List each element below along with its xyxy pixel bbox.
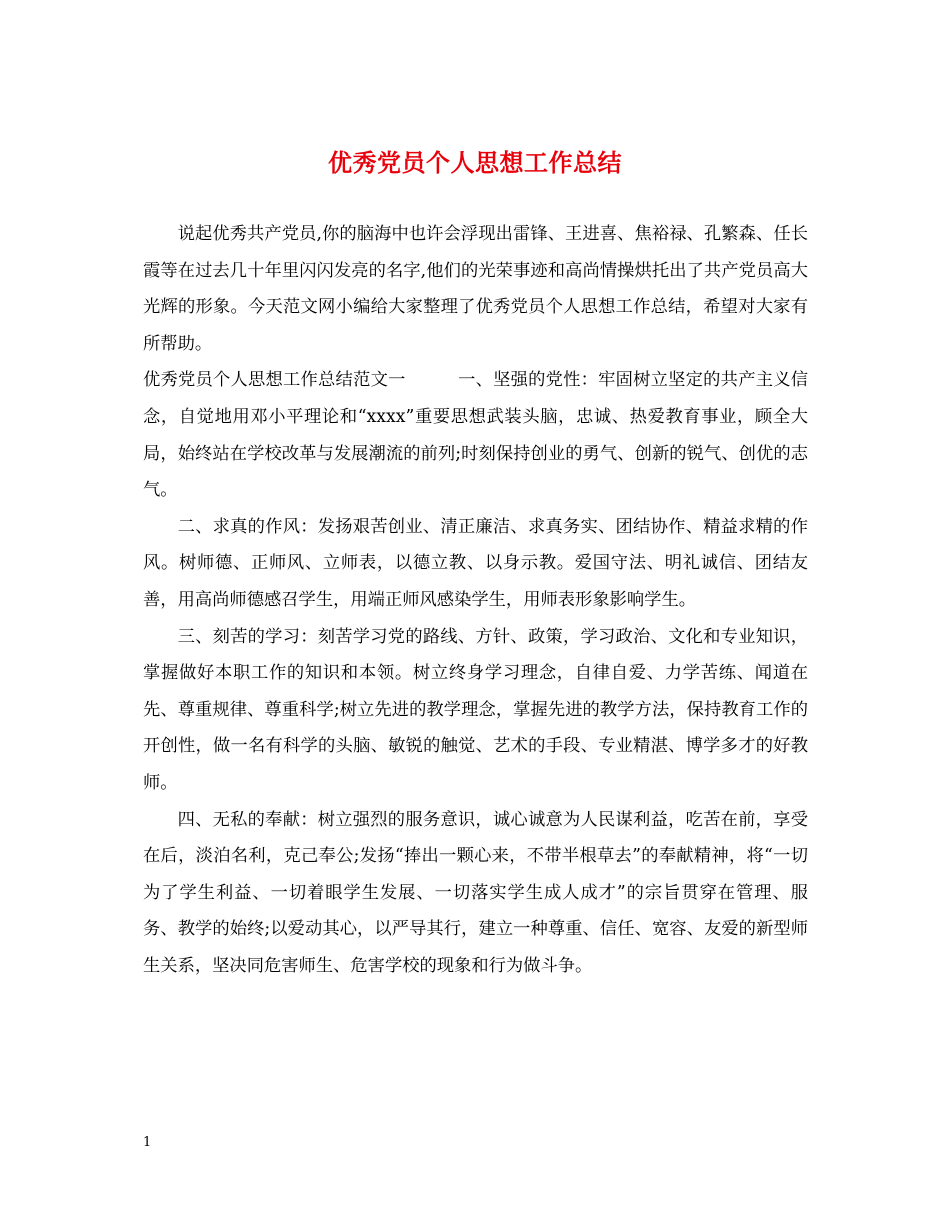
section-one-paragraph: 优秀党员个人思想工作总结范文一 一、坚强的党性：牢固树立坚定的共产主义信念，自觉地用邓小平理论和“xxxx”重要思想武装头脑，忠诚、热爱教育事业，顾全大局，始终站在学校改革与发展潮流的前列;时刻保持创业的勇气、创新的锐气、创优的志气。 bbox=[143, 370, 808, 501]
section-four-paragraph: 四、无私的奉献：树立强烈的服务意识，诚心诚意为人民谋利益，吃苦在前，享受在后，淡泊名利，克己奉公;发扬“捧出一颗心来，不带半根草去”的奉献精神，将“一切为了学生利益、一切着眼学生发展、一切落实学生成人成才”的宗旨贯穿在管理、服务、教学的始终;以爱动其心，以严导其行，建立一种尊重、信任、宽容、友爱的新型师生关系，坚决同危害师生、危害学校的现象和行为做斗争。 bbox=[143, 809, 808, 976]
intro-paragraph: 说起优秀共产党员,你的脑海中也许会浮现出雷锋、王进喜、焦裕禄、孔繁森、任长霞等在过去几十年里闪闪发亮的名字,他们的光荣事迹和高尚情操烘托出了共产党员高大光辉的形象。今天范文网小编给大家整理了优秀党员个人思想工作总结，希望对大家有所帮助。 bbox=[143, 224, 808, 354]
document-title: 优秀党员个人思想工作总结 bbox=[328, 148, 622, 177]
document-body bbox=[143, 216, 808, 984]
section-three-paragraph: 三、刻苦的学习：刻苦学习党的路线、方针、政策，学习政治、文化和专业知识，掌握做好本职工作的知识和本领。树立终身学习理念，自律自爱、力学苦练、闻道在先、尊重规律、尊重科学;树立先进的教学理念，掌握先进的教学方法，保持教育工作的开创性，做一名有科学的头脑、敏锐的触觉、艺术的手段、专业精湛、博学多才的好教师。 bbox=[143, 626, 808, 793]
section-two-paragraph: 二、求真的作风：发扬艰苦创业、清正廉洁、求真务实、团结协作、精益求精的作风。树师德、正师风、立师表，以德立教、以身示教。爱国守法、明礼诚信、团结友善，用高尚师德感召学生，用端正师风感染学生，用师表形象影响学生。 bbox=[143, 516, 808, 610]
page-number: 1 bbox=[143, 1135, 152, 1150]
